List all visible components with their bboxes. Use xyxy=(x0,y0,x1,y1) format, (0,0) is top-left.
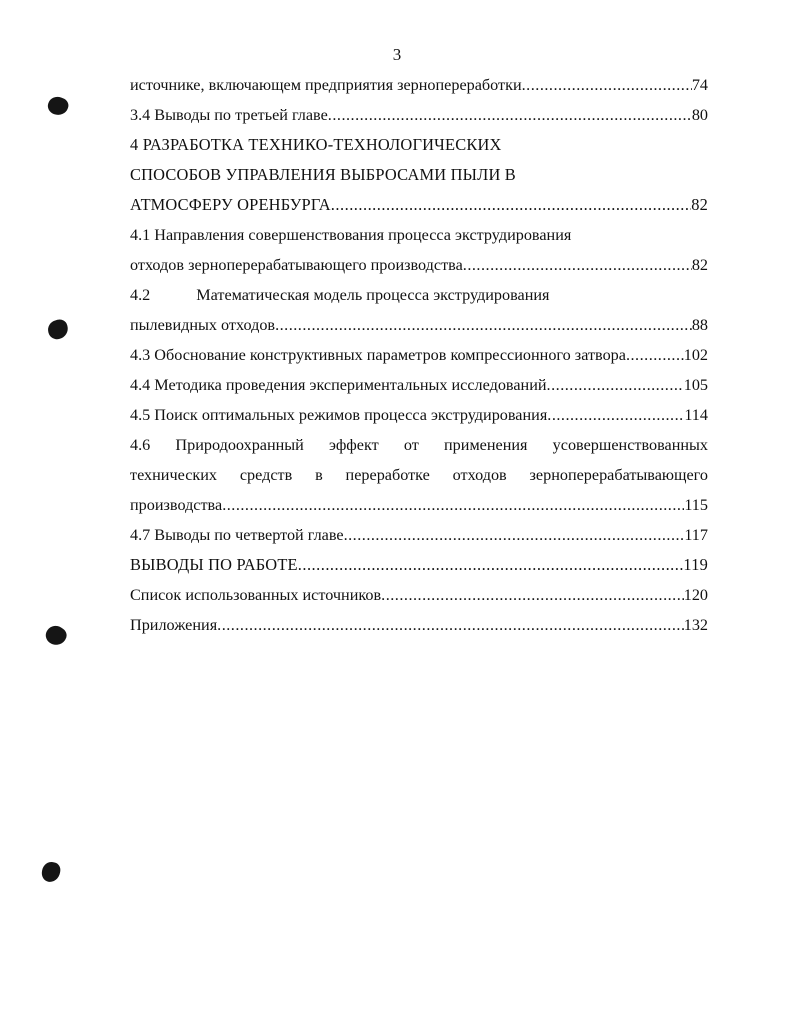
toc-entry-title: источнике, включающем предприятия зернопереработки xyxy=(130,76,522,94)
toc-entry-page: 114 xyxy=(684,406,708,424)
toc-entry-page: 119 xyxy=(683,555,708,574)
toc-entry-title: 4.4 Методика проведения экспериментальных исследований xyxy=(130,376,547,394)
toc-entry-page: 80 xyxy=(691,106,708,124)
toc-entry xyxy=(130,310,708,340)
toc-entry xyxy=(130,100,708,130)
toc-entry-page: 120 xyxy=(683,586,708,604)
dot-leader xyxy=(522,70,692,100)
toc-entry-title: ВЫВОДЫ ПО РАБОТЕ xyxy=(130,555,298,574)
toc-entry-title: Приложения xyxy=(130,616,218,634)
toc-entry-title: технических средств в переработке отходов зерноперерабатывающего xyxy=(130,466,708,484)
toc-entry-title: 4.3 Обоснование конструктивных параметров компрессионного затвора xyxy=(130,346,626,364)
toc-entry xyxy=(130,580,708,610)
toc-entry-heading xyxy=(130,280,708,310)
toc-chapter-title: СПОСОБОВ УПРАВЛЕНИЯ ВЫБРОСАМИ ПЫЛИ В xyxy=(130,165,516,184)
dot-leader xyxy=(463,250,692,280)
scan-blot xyxy=(40,861,61,884)
toc-entry xyxy=(130,340,708,370)
toc-entry xyxy=(130,400,708,430)
toc-entry xyxy=(130,520,708,550)
toc-chapter-title: 4 РАЗРАБОТКА ТЕХНИКО-ТЕХНОЛОГИЧЕСКИХ xyxy=(130,135,502,154)
dot-leader xyxy=(381,580,684,610)
dot-leader xyxy=(626,340,684,370)
toc-entry xyxy=(130,550,708,580)
table-of-contents xyxy=(130,70,708,640)
dot-leader xyxy=(217,610,684,640)
toc-entry-page: 82 xyxy=(691,256,708,274)
toc-section-number: 4.2 xyxy=(130,286,151,304)
dot-leader xyxy=(344,520,685,550)
toc-entry-page: 82 xyxy=(691,195,708,214)
toc-entry-title: Список использованных источников xyxy=(130,586,382,604)
dot-leader xyxy=(275,310,692,340)
dot-leader xyxy=(331,190,691,220)
toc-entry-page: 117 xyxy=(684,526,708,544)
toc-entry-page: 115 xyxy=(684,496,708,514)
dot-leader xyxy=(328,100,692,130)
toc-entry xyxy=(130,370,708,400)
toc-entry-page: 132 xyxy=(683,616,708,634)
toc-entry-title: отходов зерноперерабатывающего производства xyxy=(130,256,463,274)
toc-entry-page: 102 xyxy=(683,346,708,364)
dot-leader xyxy=(298,550,684,580)
toc-entry-page: 88 xyxy=(691,316,708,334)
toc-entry-title: 3.4 Выводы по третьей главе xyxy=(130,106,328,124)
toc-entry-title: 4.1 Направления совершенствования процесса экструдирования xyxy=(130,226,572,244)
toc-entry-title: АТМОСФЕРУ ОРЕНБУРГА xyxy=(130,195,331,214)
dot-leader xyxy=(547,370,684,400)
toc-entry-title: производства xyxy=(130,496,223,514)
toc-entry xyxy=(130,490,708,520)
toc-entry xyxy=(130,70,708,100)
dot-leader xyxy=(547,400,684,430)
toc-entry-title: 4.7 Выводы по четвертой главе xyxy=(130,526,344,544)
toc-entry-title: Математическая модель процесса экструдирования xyxy=(196,286,550,304)
toc-entry-title: пылевидных отходов xyxy=(130,316,276,334)
toc-entry-title: 4.6 Природоохранный эффект от применения усовершенствованных xyxy=(130,436,708,454)
scan-blot xyxy=(46,94,71,118)
scan-blot xyxy=(42,622,69,649)
dot-leader xyxy=(222,490,684,520)
toc-entry-page: 74 xyxy=(691,76,708,94)
toc-entry-title: 4.5 Поиск оптимальных режимов процесса экструдирования xyxy=(130,406,548,424)
toc-entry-page: 105 xyxy=(683,376,708,394)
toc-entry xyxy=(130,250,708,280)
page-number: 3 xyxy=(392,45,402,64)
toc-entry xyxy=(130,190,708,220)
toc-entry xyxy=(130,610,708,640)
scan-blot xyxy=(46,318,70,342)
